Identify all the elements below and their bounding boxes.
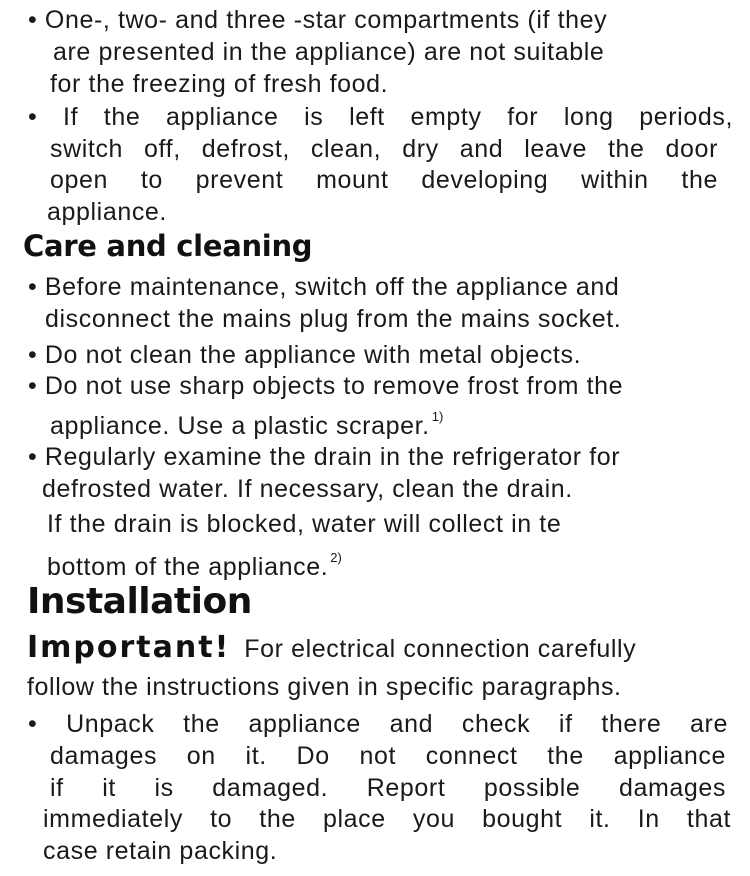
important-line-1 (27, 632, 636, 665)
storage-bullet-2-line-2: switch off, defrost, clean, dry and leave the door (50, 135, 718, 163)
care-bullet-3-line-1: • Do not use sharp objects to remove frost from the (28, 372, 624, 400)
install-bullet-1-line-1: • Unpack the appliance and check if there are (28, 710, 728, 738)
footnote-marker-2: 2) (330, 550, 342, 565)
install-bullet-1-line-2: damages on it. Do not connect the appliance (50, 742, 726, 770)
care-bullet-4-line-2: defrosted water. If necessary, clean the drain. (42, 475, 573, 503)
storage-bullet-2-line-1: • If the appliance is left empty for long periods, (28, 103, 733, 131)
important-label: Important! (27, 630, 231, 665)
important-text-1: For electrical connection carefully (244, 635, 637, 663)
installation-heading: Installation (27, 581, 252, 622)
care-heading: Care and cleaning (23, 229, 313, 263)
care-bullet-1-line-2: disconnect the mains plug from the mains socket. (45, 305, 622, 333)
footnote-marker-1: 1) (431, 409, 444, 424)
care-bullet-4-line-4-text: bottom of the appliance. (47, 553, 329, 581)
care-bullet-4-line-4 (47, 542, 342, 583)
install-bullet-1-line-5: case retain packing. (43, 837, 278, 865)
install-bullet-1-line-4: immediately to the place you bought it. In that (43, 805, 731, 833)
storage-bullet-1-line-3: for the freezing of fresh food. (50, 70, 389, 98)
care-bullet-4-line-3: If the drain is blocked, water will collect in te (47, 510, 562, 538)
install-bullet-1-line-3: if it is damaged. Report possible damages (50, 774, 726, 802)
care-bullet-3-line-2 (50, 401, 443, 442)
care-bullet-3-line-2-text: appliance. Use a plastic scraper. (50, 412, 430, 440)
care-bullet-1-line-1: • Before maintenance, switch off the appliance and (28, 273, 620, 301)
storage-bullet-1-line-1: • One-, two- and three -star compartments (if they (28, 6, 608, 34)
storage-bullet-1-line-2: are presented in the appliance) are not suitable (53, 38, 605, 66)
important-line-2: follow the instructions given in specific paragraphs. (27, 673, 622, 701)
care-bullet-2-line-1: • Do not clean the appliance with metal objects. (28, 341, 582, 369)
storage-bullet-2-line-4: appliance. (47, 198, 167, 226)
care-bullet-4-line-1: • Regularly examine the drain in the refrigerator for (28, 443, 621, 471)
storage-bullet-2-line-3: open to prevent mount developing within the (50, 166, 718, 194)
